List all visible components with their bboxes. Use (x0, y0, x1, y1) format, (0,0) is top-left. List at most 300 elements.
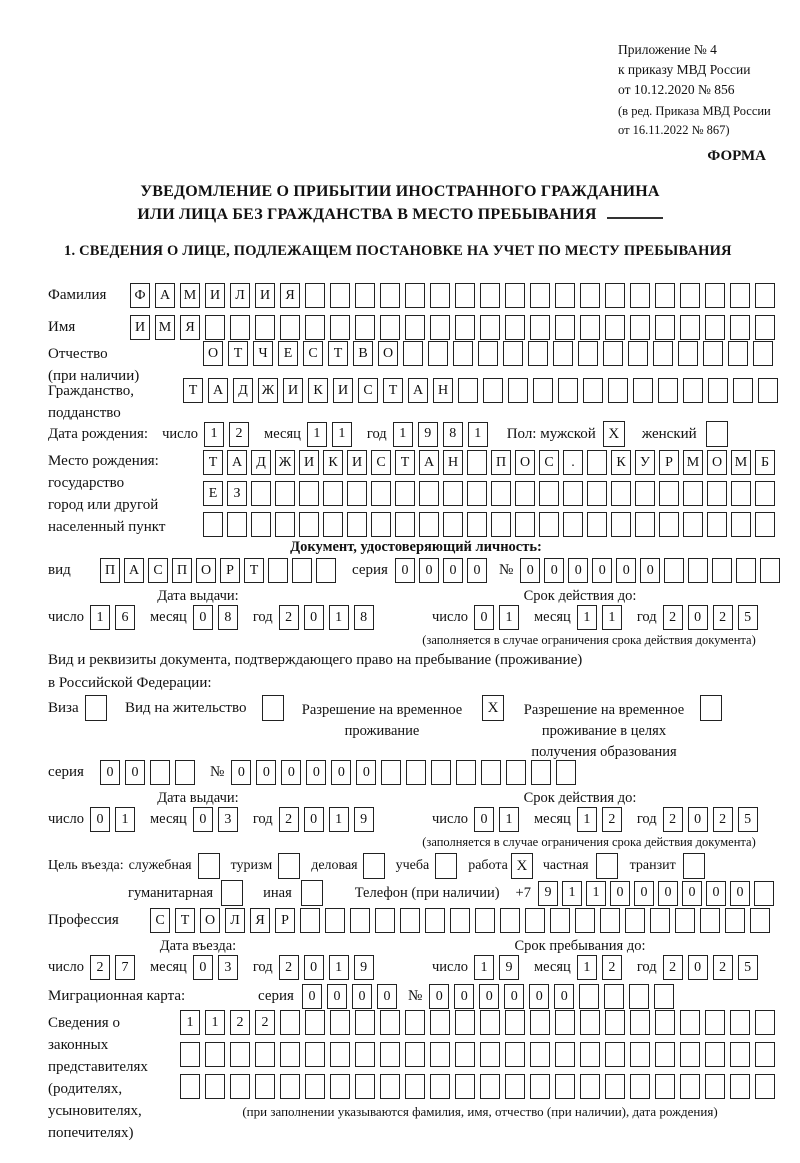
char-cell[interactable] (255, 315, 275, 340)
char-cell[interactable] (355, 283, 375, 308)
char-cell[interactable] (725, 908, 745, 933)
char-cell[interactable] (480, 1042, 500, 1067)
digit-cell[interactable]: 2 (279, 807, 299, 832)
char-cell[interactable]: 0 (306, 760, 326, 785)
char-cell[interactable]: В (353, 341, 373, 366)
char-cell[interactable]: 0 (302, 984, 322, 1009)
char-cell[interactable]: С (303, 341, 323, 366)
char-cell[interactable] (456, 760, 476, 785)
digit-cell[interactable]: 9 (354, 955, 374, 980)
char-cell[interactable] (450, 908, 470, 933)
purpose-other-checkbox[interactable] (301, 880, 323, 906)
char-cell[interactable]: 0 (610, 881, 630, 906)
char-cell[interactable] (530, 1074, 550, 1099)
char-cell[interactable]: Т (328, 341, 348, 366)
char-cell[interactable] (405, 1010, 425, 1035)
char-cell[interactable] (505, 315, 525, 340)
char-cell[interactable] (403, 341, 423, 366)
char-cell[interactable] (580, 1010, 600, 1035)
char-cell[interactable] (611, 512, 631, 537)
char-cell[interactable] (530, 1010, 550, 1035)
char-cell[interactable] (299, 481, 319, 506)
char-cell[interactable]: А (419, 450, 439, 475)
digit-cell[interactable]: 2 (663, 605, 683, 630)
char-cell[interactable] (380, 1042, 400, 1067)
char-cell[interactable]: М (731, 450, 751, 475)
char-cell[interactable] (330, 1042, 350, 1067)
char-cell[interactable] (555, 1042, 575, 1067)
char-cell[interactable] (733, 378, 753, 403)
char-cell[interactable] (350, 908, 370, 933)
digit-cell[interactable]: 7 (115, 955, 135, 980)
char-cell[interactable]: О (515, 450, 535, 475)
digit-cell[interactable]: 0 (304, 955, 324, 980)
char-cell[interactable] (505, 1010, 525, 1035)
char-cell[interactable] (528, 341, 548, 366)
char-cell[interactable] (705, 1074, 725, 1099)
digit-cell[interactable]: 0 (90, 807, 110, 832)
digit-cell[interactable]: 1 (332, 422, 352, 447)
char-cell[interactable] (556, 760, 576, 785)
char-cell[interactable]: И (299, 450, 319, 475)
char-cell[interactable] (755, 1042, 775, 1067)
char-cell[interactable] (578, 341, 598, 366)
char-cell[interactable] (555, 315, 575, 340)
char-cell[interactable] (530, 1042, 550, 1067)
char-cell[interactable]: Ж (258, 378, 278, 403)
char-cell[interactable] (430, 1010, 450, 1035)
digit-cell[interactable]: 2 (663, 955, 683, 980)
char-cell[interactable] (355, 1074, 375, 1099)
char-cell[interactable] (683, 481, 703, 506)
char-cell[interactable] (539, 512, 559, 537)
char-cell[interactable] (531, 760, 551, 785)
digit-cell[interactable]: 2 (90, 955, 110, 980)
char-cell[interactable] (705, 283, 725, 308)
char-cell[interactable] (555, 1010, 575, 1035)
digit-cell[interactable]: 5 (738, 605, 758, 630)
sex-male-checkbox[interactable]: X (603, 421, 625, 447)
visa-checkbox[interactable] (85, 695, 107, 721)
char-cell[interactable] (730, 315, 750, 340)
char-cell[interactable] (455, 1042, 475, 1067)
char-cell[interactable]: Д (251, 450, 271, 475)
char-cell[interactable] (683, 512, 703, 537)
char-cell[interactable] (530, 283, 550, 308)
char-cell[interactable] (730, 1074, 750, 1099)
char-cell[interactable] (630, 283, 650, 308)
char-cell[interactable] (395, 481, 415, 506)
char-cell[interactable] (712, 558, 732, 583)
char-cell[interactable] (455, 1010, 475, 1035)
char-cell[interactable] (506, 760, 526, 785)
char-cell[interactable]: Т (383, 378, 403, 403)
digit-cell[interactable]: 3 (218, 807, 238, 832)
digit-cell[interactable]: 5 (738, 807, 758, 832)
char-cell[interactable]: 0 (125, 760, 145, 785)
digit-cell[interactable]: 1 (499, 605, 519, 630)
char-cell[interactable]: Т (244, 558, 264, 583)
char-cell[interactable]: 0 (544, 558, 564, 583)
char-cell[interactable] (731, 512, 751, 537)
char-cell[interactable] (428, 341, 448, 366)
purpose-private-checkbox[interactable] (596, 853, 618, 879)
char-cell[interactable]: . (563, 450, 583, 475)
char-cell[interactable] (205, 1074, 225, 1099)
char-cell[interactable] (629, 984, 649, 1009)
char-cell[interactable] (603, 341, 623, 366)
char-cell[interactable]: 1 (562, 881, 582, 906)
char-cell[interactable] (453, 341, 473, 366)
char-cell[interactable]: А (155, 283, 175, 308)
char-cell[interactable]: 0 (429, 984, 449, 1009)
char-cell[interactable] (688, 558, 708, 583)
char-cell[interactable] (659, 481, 679, 506)
char-cell[interactable]: Т (203, 450, 223, 475)
digit-cell[interactable]: 8 (443, 422, 463, 447)
char-cell[interactable] (653, 341, 673, 366)
char-cell[interactable] (405, 1042, 425, 1067)
char-cell[interactable] (481, 760, 501, 785)
char-cell[interactable] (405, 315, 425, 340)
char-cell[interactable]: Т (175, 908, 195, 933)
char-cell[interactable] (655, 1010, 675, 1035)
char-cell[interactable] (381, 760, 401, 785)
char-cell[interactable] (305, 1042, 325, 1067)
char-cell[interactable]: И (347, 450, 367, 475)
char-cell[interactable] (505, 1042, 525, 1067)
char-cell[interactable]: 2 (230, 1010, 250, 1035)
char-cell[interactable] (425, 908, 445, 933)
char-cell[interactable]: С (371, 450, 391, 475)
char-cell[interactable] (630, 1042, 650, 1067)
char-cell[interactable] (175, 760, 195, 785)
digit-cell[interactable]: 1 (329, 955, 349, 980)
digit-cell[interactable]: 1 (577, 605, 597, 630)
char-cell[interactable] (480, 1074, 500, 1099)
digit-cell[interactable]: 1 (602, 605, 622, 630)
char-cell[interactable]: Р (220, 558, 240, 583)
char-cell[interactable] (443, 481, 463, 506)
digit-cell[interactable]: 0 (474, 605, 494, 630)
char-cell[interactable] (268, 558, 288, 583)
char-cell[interactable] (678, 341, 698, 366)
char-cell[interactable] (600, 908, 620, 933)
char-cell[interactable] (530, 315, 550, 340)
char-cell[interactable] (650, 908, 670, 933)
char-cell[interactable]: 9 (538, 881, 558, 906)
char-cell[interactable] (491, 481, 511, 506)
digit-cell[interactable]: 9 (418, 422, 438, 447)
char-cell[interactable] (330, 1074, 350, 1099)
char-cell[interactable] (251, 481, 271, 506)
char-cell[interactable]: Е (203, 481, 223, 506)
char-cell[interactable] (316, 558, 336, 583)
char-cell[interactable]: У (635, 450, 655, 475)
digit-cell[interactable]: 0 (193, 605, 213, 630)
char-cell[interactable] (555, 283, 575, 308)
char-cell[interactable]: 0 (377, 984, 397, 1009)
char-cell[interactable]: 0 (504, 984, 524, 1009)
char-cell[interactable] (579, 984, 599, 1009)
char-cell[interactable] (563, 512, 583, 537)
char-cell[interactable] (655, 1074, 675, 1099)
char-cell[interactable] (655, 283, 675, 308)
temp-permit-checkbox[interactable]: X (482, 695, 504, 721)
char-cell[interactable] (654, 984, 674, 1009)
char-cell[interactable] (515, 481, 535, 506)
char-cell[interactable] (753, 341, 773, 366)
char-cell[interactable] (305, 1074, 325, 1099)
char-cell[interactable] (443, 512, 463, 537)
char-cell[interactable] (655, 315, 675, 340)
char-cell[interactable] (708, 378, 728, 403)
char-cell[interactable]: 0 (706, 881, 726, 906)
char-cell[interactable] (558, 378, 578, 403)
char-cell[interactable]: И (333, 378, 353, 403)
char-cell[interactable]: 0 (568, 558, 588, 583)
digit-cell[interactable]: 8 (354, 605, 374, 630)
digit-cell[interactable]: 1 (329, 807, 349, 832)
char-cell[interactable] (330, 315, 350, 340)
char-cell[interactable]: 0 (352, 984, 372, 1009)
digit-cell[interactable]: 6 (115, 605, 135, 630)
digit-cell[interactable]: 2 (713, 605, 733, 630)
char-cell[interactable] (467, 512, 487, 537)
char-cell[interactable]: М (683, 450, 703, 475)
char-cell[interactable]: А (408, 378, 428, 403)
char-cell[interactable] (611, 481, 631, 506)
char-cell[interactable] (300, 908, 320, 933)
char-cell[interactable]: 0 (454, 984, 474, 1009)
char-cell[interactable] (467, 481, 487, 506)
char-cell[interactable]: Б (755, 450, 775, 475)
char-cell[interactable]: З (227, 481, 247, 506)
char-cell[interactable]: О (378, 341, 398, 366)
digit-cell[interactable]: 0 (193, 807, 213, 832)
digit-cell[interactable]: 2 (713, 807, 733, 832)
char-cell[interactable]: Ж (275, 450, 295, 475)
char-cell[interactable] (580, 1074, 600, 1099)
char-cell[interactable]: 0 (281, 760, 301, 785)
char-cell[interactable] (680, 315, 700, 340)
char-cell[interactable] (478, 341, 498, 366)
char-cell[interactable] (503, 341, 523, 366)
char-cell[interactable] (180, 1074, 200, 1099)
char-cell[interactable]: И (283, 378, 303, 403)
char-cell[interactable]: 0 (331, 760, 351, 785)
char-cell[interactable] (480, 283, 500, 308)
char-cell[interactable] (755, 283, 775, 308)
char-cell[interactable]: 0 (327, 984, 347, 1009)
char-cell[interactable] (330, 1010, 350, 1035)
char-cell[interactable] (539, 481, 559, 506)
char-cell[interactable] (587, 512, 607, 537)
digit-cell[interactable]: 5 (738, 955, 758, 980)
char-cell[interactable] (705, 1010, 725, 1035)
char-cell[interactable]: 0 (395, 558, 415, 583)
char-cell[interactable] (280, 1074, 300, 1099)
char-cell[interactable] (375, 908, 395, 933)
char-cell[interactable] (330, 283, 350, 308)
char-cell[interactable] (500, 908, 520, 933)
purpose-transit-checkbox[interactable] (683, 853, 705, 879)
char-cell[interactable]: 0 (520, 558, 540, 583)
char-cell[interactable] (419, 481, 439, 506)
char-cell[interactable]: А (227, 450, 247, 475)
digit-cell[interactable]: 2 (229, 422, 249, 447)
char-cell[interactable] (505, 283, 525, 308)
char-cell[interactable] (730, 1042, 750, 1067)
char-cell[interactable]: 1 (180, 1010, 200, 1035)
char-cell[interactable]: К (323, 450, 343, 475)
char-cell[interactable] (730, 283, 750, 308)
char-cell[interactable]: К (611, 450, 631, 475)
char-cell[interactable]: 0 (682, 881, 702, 906)
char-cell[interactable]: 0 (634, 881, 654, 906)
char-cell[interactable] (707, 512, 727, 537)
char-cell[interactable]: И (255, 283, 275, 308)
char-cell[interactable] (587, 481, 607, 506)
char-cell[interactable] (604, 984, 624, 1009)
char-cell[interactable] (583, 378, 603, 403)
digit-cell[interactable]: 8 (218, 605, 238, 630)
char-cell[interactable]: 0 (554, 984, 574, 1009)
char-cell[interactable]: 0 (529, 984, 549, 1009)
char-cell[interactable] (275, 512, 295, 537)
char-cell[interactable]: 1 (205, 1010, 225, 1035)
char-cell[interactable] (255, 1042, 275, 1067)
char-cell[interactable] (395, 512, 415, 537)
char-cell[interactable] (230, 1074, 250, 1099)
char-cell[interactable] (755, 1010, 775, 1035)
char-cell[interactable]: О (203, 341, 223, 366)
char-cell[interactable]: К (308, 378, 328, 403)
char-cell[interactable] (758, 378, 778, 403)
char-cell[interactable] (280, 1010, 300, 1035)
char-cell[interactable] (736, 558, 756, 583)
residence-permit-checkbox[interactable] (262, 695, 284, 721)
char-cell[interactable]: 1 (586, 881, 606, 906)
digit-cell[interactable]: 0 (688, 807, 708, 832)
char-cell[interactable]: Я (180, 315, 200, 340)
char-cell[interactable] (325, 908, 345, 933)
purpose-work-checkbox[interactable]: X (511, 853, 533, 879)
char-cell[interactable] (323, 512, 343, 537)
char-cell[interactable] (458, 378, 478, 403)
char-cell[interactable]: П (172, 558, 192, 583)
digit-cell[interactable]: 3 (218, 955, 238, 980)
char-cell[interactable] (680, 1010, 700, 1035)
char-cell[interactable] (655, 1042, 675, 1067)
char-cell[interactable] (380, 1074, 400, 1099)
char-cell[interactable] (683, 378, 703, 403)
char-cell[interactable]: Ч (253, 341, 273, 366)
char-cell[interactable]: О (200, 908, 220, 933)
digit-cell[interactable]: 1 (204, 422, 224, 447)
char-cell[interactable] (475, 908, 495, 933)
char-cell[interactable] (605, 1042, 625, 1067)
char-cell[interactable] (455, 315, 475, 340)
char-cell[interactable] (628, 341, 648, 366)
char-cell[interactable]: Ф (130, 283, 150, 308)
char-cell[interactable] (400, 908, 420, 933)
char-cell[interactable] (630, 1074, 650, 1099)
char-cell[interactable] (406, 760, 426, 785)
char-cell[interactable]: Р (659, 450, 679, 475)
char-cell[interactable]: 0 (479, 984, 499, 1009)
char-cell[interactable] (430, 283, 450, 308)
char-cell[interactable] (705, 1042, 725, 1067)
digit-cell[interactable]: 1 (90, 605, 110, 630)
char-cell[interactable]: 2 (255, 1010, 275, 1035)
char-cell[interactable]: И (130, 315, 150, 340)
char-cell[interactable]: 0 (640, 558, 660, 583)
digit-cell[interactable]: 2 (279, 605, 299, 630)
char-cell[interactable] (467, 450, 487, 475)
char-cell[interactable] (533, 378, 553, 403)
char-cell[interactable] (760, 558, 780, 583)
char-cell[interactable] (355, 1010, 375, 1035)
char-cell[interactable] (580, 1042, 600, 1067)
char-cell[interactable]: 0 (592, 558, 612, 583)
char-cell[interactable] (205, 1042, 225, 1067)
char-cell[interactable] (664, 558, 684, 583)
char-cell[interactable] (180, 1042, 200, 1067)
char-cell[interactable] (380, 315, 400, 340)
char-cell[interactable] (635, 512, 655, 537)
char-cell[interactable] (251, 512, 271, 537)
char-cell[interactable] (730, 1010, 750, 1035)
char-cell[interactable] (575, 908, 595, 933)
char-cell[interactable]: С (148, 558, 168, 583)
char-cell[interactable] (755, 1074, 775, 1099)
char-cell[interactable] (380, 283, 400, 308)
char-cell[interactable] (550, 908, 570, 933)
char-cell[interactable] (305, 1010, 325, 1035)
digit-cell[interactable]: 1 (577, 955, 597, 980)
char-cell[interactable]: 0 (356, 760, 376, 785)
char-cell[interactable] (355, 1042, 375, 1067)
char-cell[interactable] (430, 1042, 450, 1067)
char-cell[interactable] (605, 283, 625, 308)
digit-cell[interactable]: 1 (307, 422, 327, 447)
char-cell[interactable]: П (100, 558, 120, 583)
char-cell[interactable]: Я (250, 908, 270, 933)
char-cell[interactable]: Д (233, 378, 253, 403)
char-cell[interactable] (371, 512, 391, 537)
char-cell[interactable] (292, 558, 312, 583)
char-cell[interactable] (633, 378, 653, 403)
char-cell[interactable]: 0 (443, 558, 463, 583)
char-cell[interactable] (750, 908, 770, 933)
char-cell[interactable]: 0 (231, 760, 251, 785)
digit-cell[interactable]: 2 (663, 807, 683, 832)
char-cell[interactable] (563, 481, 583, 506)
char-cell[interactable] (625, 908, 645, 933)
char-cell[interactable] (431, 760, 451, 785)
char-cell[interactable] (430, 1074, 450, 1099)
char-cell[interactable]: 0 (616, 558, 636, 583)
char-cell[interactable] (658, 378, 678, 403)
char-cell[interactable] (430, 315, 450, 340)
char-cell[interactable]: М (155, 315, 175, 340)
char-cell[interactable]: 0 (658, 881, 678, 906)
digit-cell[interactable]: 1 (329, 605, 349, 630)
char-cell[interactable]: Н (443, 450, 463, 475)
char-cell[interactable]: А (124, 558, 144, 583)
char-cell[interactable] (508, 378, 528, 403)
